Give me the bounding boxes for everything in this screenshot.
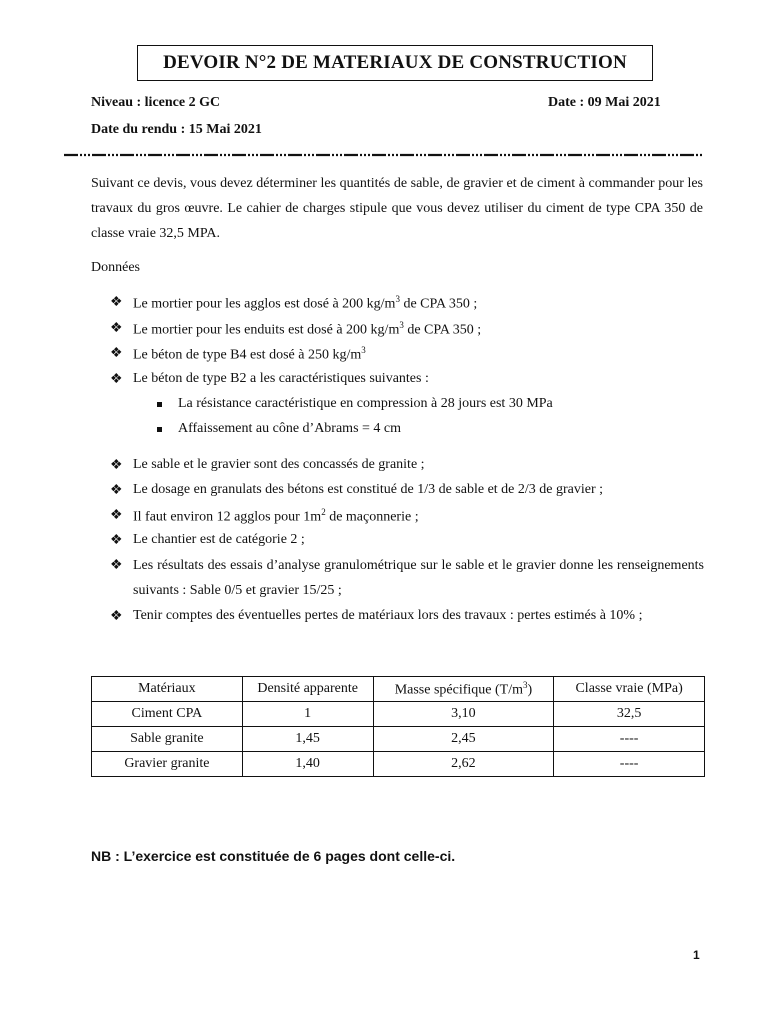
date-label: Date : 09 Mai 2021 [548, 95, 661, 110]
list-item: Le chantier est de catégorie 2 ; [133, 532, 305, 547]
table-cell: 2,62 [373, 752, 554, 777]
square-bullet-icon [157, 427, 162, 432]
data-heading: Données [91, 260, 140, 275]
sub-list-item: La résistance caractéristique en compression à 28 jours est 30 MPa [178, 396, 553, 411]
diamond-bullet-icon: ❖ [110, 533, 123, 548]
item-superscript: 2 [321, 507, 326, 517]
table-header-row [92, 677, 705, 702]
table-cell: ---- [554, 727, 705, 752]
list-item: Le béton de type B2 a les caractéristiques suivantes : [133, 371, 429, 386]
square-bullet-icon [157, 402, 162, 407]
materials-table [91, 676, 705, 777]
column-header [373, 677, 554, 702]
diamond-bullet-icon: ❖ [110, 558, 123, 573]
nb-note: NB : L’exercice est constituée de 6 pages dont celle-ci. [91, 848, 456, 864]
intro-paragraph: Suivant ce devis, vous devez déterminer les quantités de sable, de gravier et de ciment à commander pour les travaux du gros œuvre. Le cahier de charges stipule que vous devez utiliser du ciment de type CPA 350 de classe vraie 32,5 MPA. [91, 176, 703, 241]
table-cell: 1,45 [242, 727, 373, 752]
table-row [92, 752, 705, 777]
diamond-bullet-icon: ❖ [110, 372, 123, 387]
item-text: Le béton de type B4 est dosé à 250 kg/m [133, 347, 362, 363]
item-superscript: 3 [399, 320, 404, 330]
column-header: Densité apparente [242, 677, 373, 702]
list-item [133, 294, 477, 313]
list-item [133, 345, 366, 364]
table-row [92, 727, 705, 752]
header-text: Masse spécifique (T/m [394, 682, 523, 698]
diamond-bullet-icon: ❖ [110, 295, 123, 310]
column-header: Matériaux [92, 677, 243, 702]
header-superscript: 3 [522, 679, 528, 690]
due-date-label: Date du rendu : 15 Mai 2021 [91, 122, 262, 137]
list-item: Tenir comptes des éventuelles pertes de matériaux lors des travaux : pertes estimés à 10% ; [133, 608, 643, 623]
item-superscript: 3 [361, 345, 366, 355]
list-item: Les résultats des essais d’analyse granulométrique sur le sable et le gravier donne les renseignements suivants : Sable 0/5 et gravier 15/25 ; [133, 558, 704, 598]
level-label: Niveau : licence 2 GC [91, 95, 221, 110]
item-text: Le mortier pour les enduits est dosé à 200 kg/m [133, 322, 400, 338]
item-superscript: 3 [395, 294, 400, 304]
item-text-end: de CPA 350 ; [399, 296, 478, 312]
table-cell: Gravier granite [92, 752, 243, 777]
column-header: Classe vraie (MPa) [554, 677, 705, 702]
table-cell: Ciment CPA [92, 702, 243, 727]
header-text-end: ) [527, 682, 533, 698]
separator-line [64, 152, 704, 158]
table-cell: 1,40 [242, 752, 373, 777]
list-item [133, 320, 481, 339]
list-item [133, 507, 419, 526]
item-text-end: de maçonnerie ; [325, 509, 419, 525]
diamond-bullet-icon: ❖ [110, 458, 123, 473]
table-cell: 3,10 [373, 702, 554, 727]
diamond-bullet-icon: ❖ [110, 321, 123, 336]
document-title [137, 45, 653, 81]
diamond-bullet-icon: ❖ [110, 483, 123, 498]
item-text-end: de CPA 350 ; [403, 322, 482, 338]
table-cell: ---- [554, 752, 705, 777]
table-row [92, 702, 705, 727]
title-text: DEVOIR N°2 DE MATERIAUX DE CONSTRUCTION [163, 52, 627, 73]
list-item: Le dosage en granulats des bétons est constitué de 1/3 de sable et de 2/3 de gravier ; [133, 482, 604, 497]
table-cell: Sable granite [92, 727, 243, 752]
sub-list-item: Affaissement au cône d’Abrams = 4 cm [178, 421, 402, 436]
diamond-bullet-icon: ❖ [110, 508, 123, 523]
item-text: Le mortier pour les agglos est dosé à 200 kg/m [133, 296, 396, 312]
table-cell: 2,45 [373, 727, 554, 752]
page-number: 1 [693, 948, 700, 962]
diamond-bullet-icon: ❖ [110, 346, 123, 361]
item-text: Il faut environ 12 agglos pour 1m [133, 509, 322, 525]
table-cell: 1 [242, 702, 373, 727]
diamond-bullet-icon: ❖ [110, 609, 123, 624]
table-cell: 32,5 [554, 702, 705, 727]
list-item: Le sable et le gravier sont des concassés de granite ; [133, 457, 425, 472]
